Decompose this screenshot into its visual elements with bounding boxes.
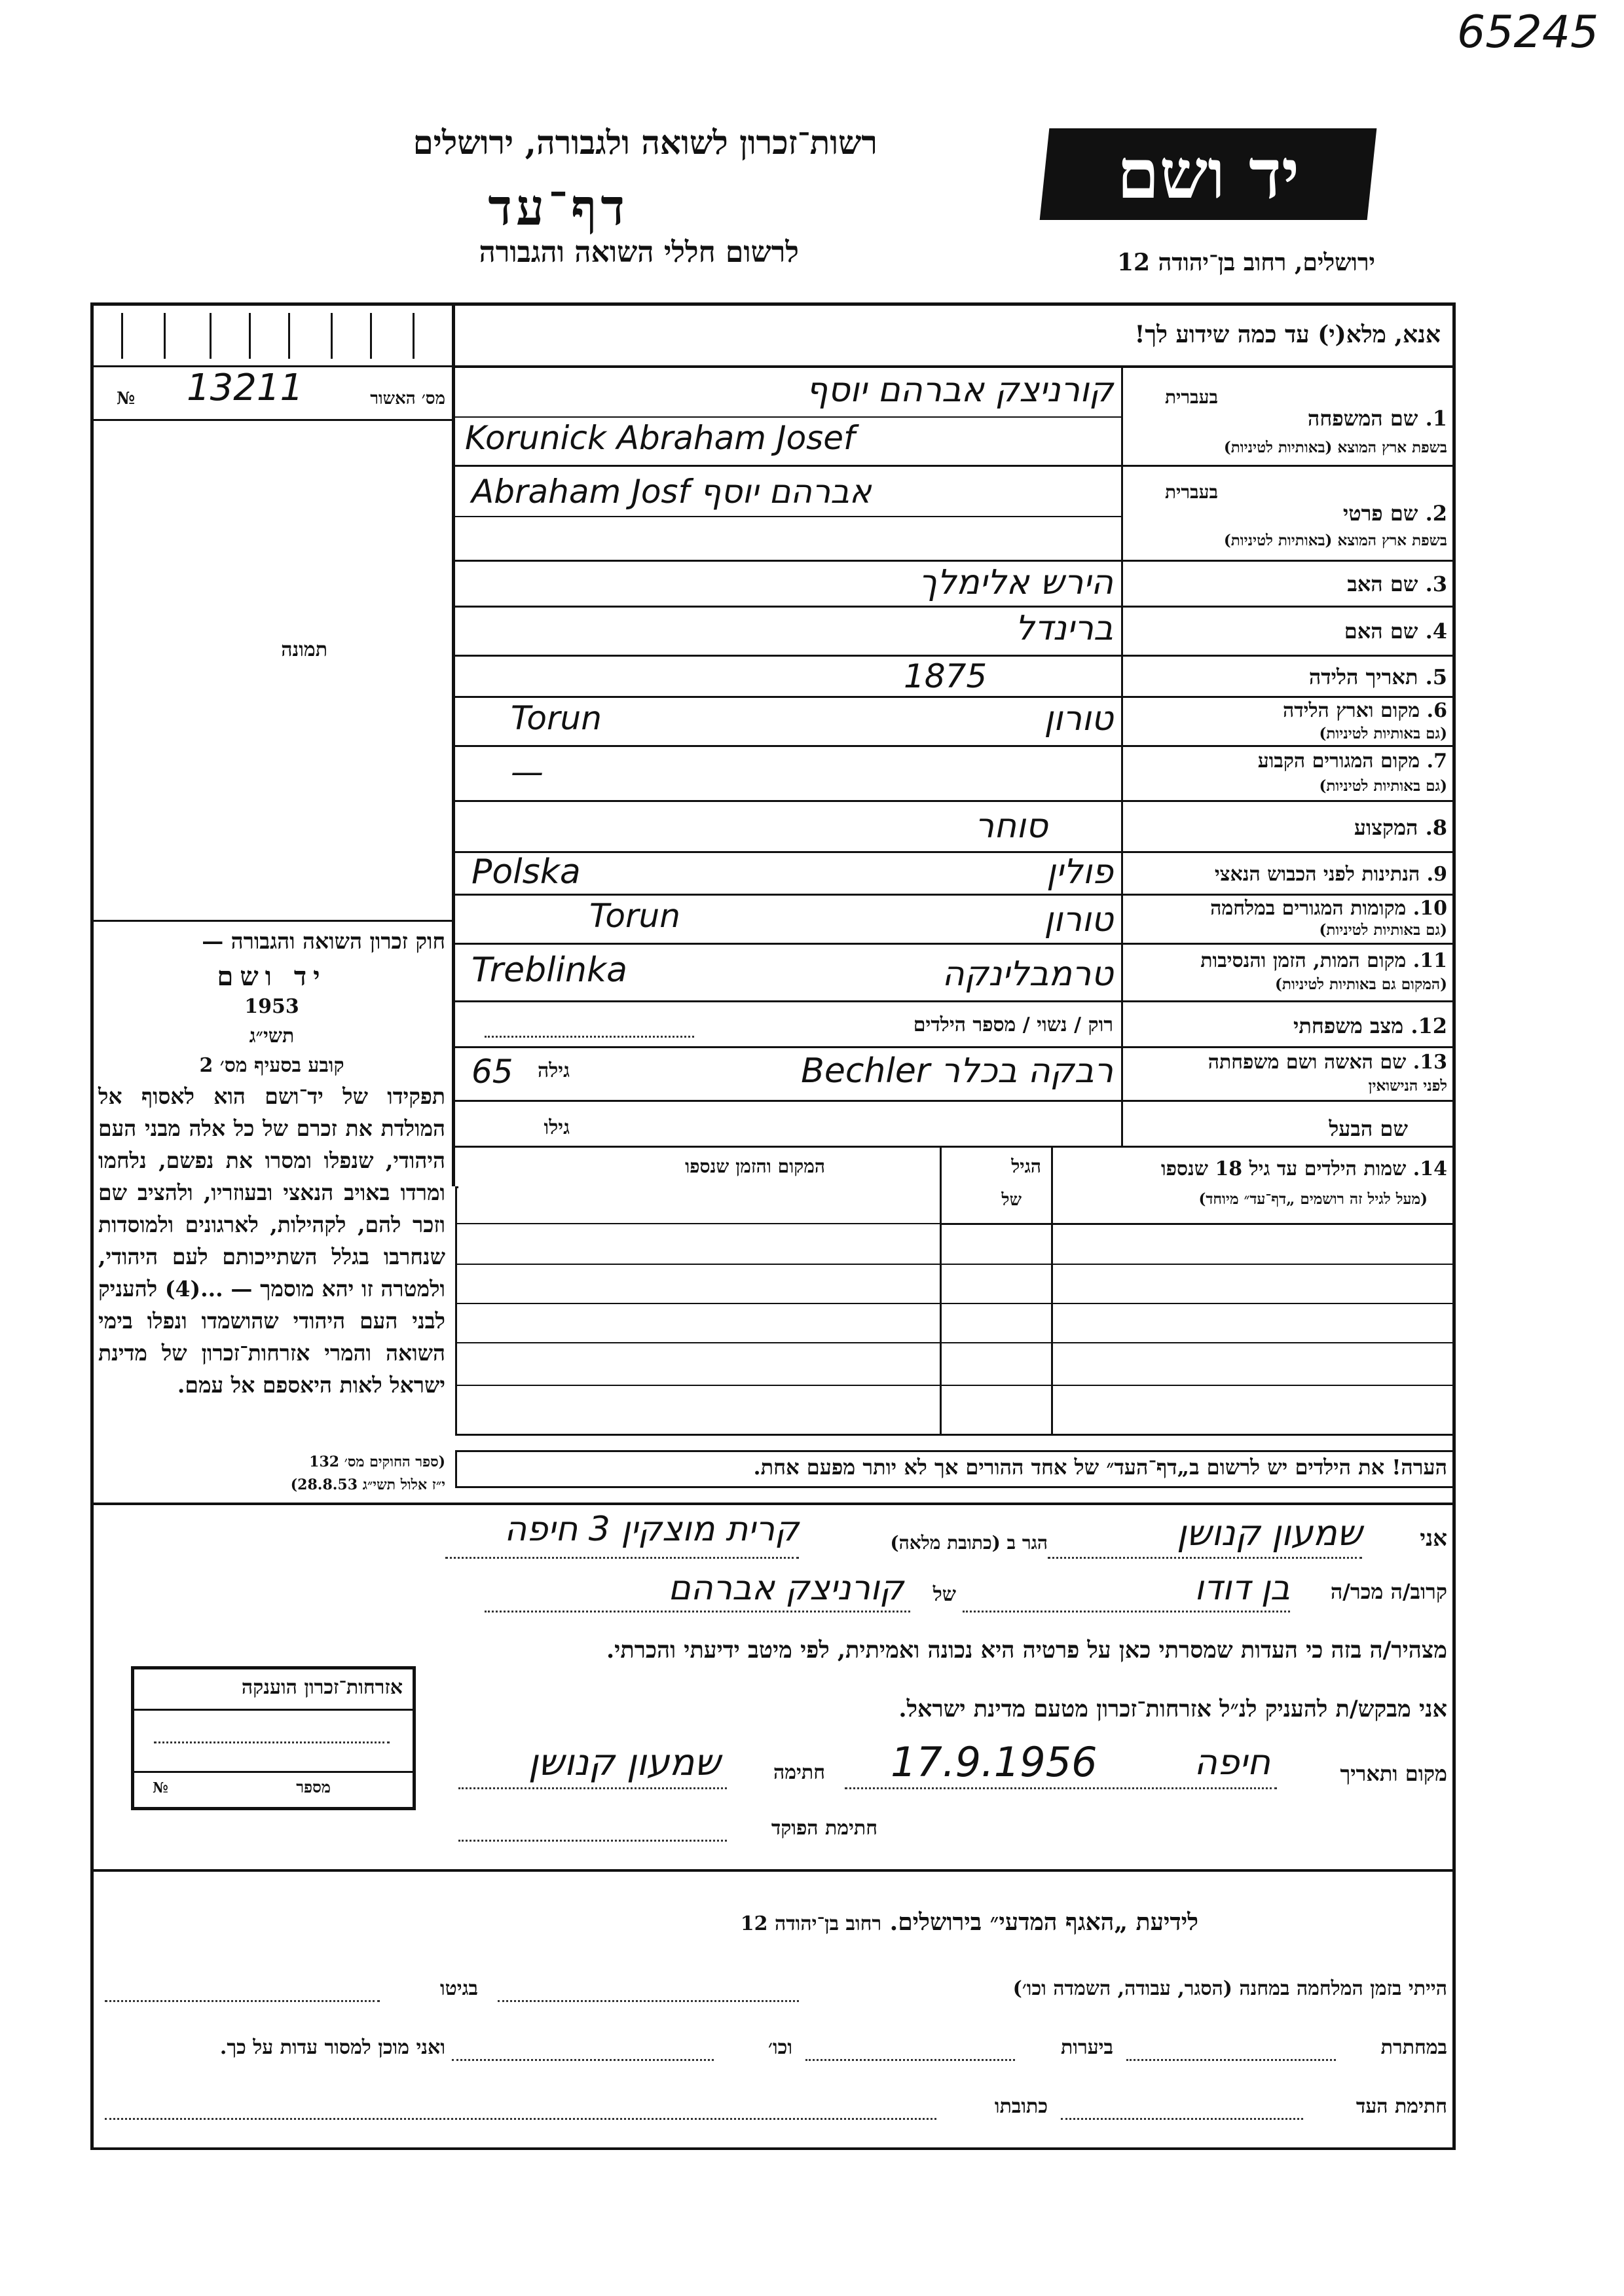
children-col-of: של bbox=[1001, 1190, 1022, 1210]
field-3-value[interactable]: הירש אלימלך bbox=[918, 563, 1113, 602]
citizenship-box bbox=[131, 1666, 416, 1810]
decl-place[interactable]: חיפה bbox=[1194, 1741, 1270, 1783]
field-5-value[interactable]: 1875 bbox=[904, 657, 987, 695]
decl-date[interactable]: 17.9.1956 bbox=[891, 1738, 1098, 1786]
field-2-sub: בשפת ארץ המוצא (באותיות לטיניות) bbox=[1223, 532, 1447, 549]
field-10-label: 10. מקומות המגורים במלחמה bbox=[1210, 897, 1447, 920]
children-sub: (מעל לגיל זה רושמים „דף־עד״ מיוחד) bbox=[1198, 1190, 1428, 1208]
field-13-value[interactable]: רבקה בכלר Bechler bbox=[801, 1051, 1113, 1091]
wife-age-value[interactable]: 65 bbox=[471, 1053, 513, 1091]
field-3-label: 3. שם האב bbox=[1347, 572, 1447, 596]
decl-relation[interactable]: בן דודו bbox=[1194, 1569, 1290, 1608]
field-11-label: 11. מקום המות, הזמן והנסיבות bbox=[1200, 949, 1447, 972]
children-col-age: הגיל bbox=[1011, 1156, 1041, 1177]
children-label: 14. שמות הילדים עד גיל 18 שנספו bbox=[1160, 1157, 1447, 1180]
marital-status-options: רוק / נשוי / מספר הילדים bbox=[913, 1013, 1113, 1036]
declarant-address[interactable]: קרית מוצקין 3 חיפה bbox=[504, 1510, 799, 1549]
law-year-he: תשי״ג bbox=[249, 1025, 295, 1048]
intro-text: אנא, מלא(י) עד כמה שידוע לך! bbox=[1134, 321, 1441, 348]
field-11-value-he[interactable]: טרמבלינקה bbox=[942, 955, 1113, 994]
signature-label: חתימה bbox=[773, 1761, 825, 1784]
footer-underground-label: במחתרת bbox=[1380, 2036, 1447, 2059]
law-title: חוק זכרון השואה והגבורה — bbox=[202, 928, 445, 954]
header-address: ירושלים, רחוב בן־יהודה 12 bbox=[1116, 249, 1375, 276]
place-date-label: מקום ותאריך bbox=[1340, 1761, 1447, 1786]
husband-label: שם הבעל bbox=[1329, 1116, 1408, 1141]
approval-number[interactable]: 13211 bbox=[187, 367, 304, 409]
field-13-sub: לפני הנישואין bbox=[1368, 1077, 1447, 1095]
wife-age-label: גילה bbox=[537, 1059, 570, 1082]
law-clause: קובע בסעיף מס׳ 2 bbox=[199, 1054, 344, 1077]
stamp-number: 65245 bbox=[1457, 7, 1599, 58]
officer-label: חתימת הפוקד bbox=[771, 1817, 877, 1840]
field-8-label: 8. המקצוע bbox=[1354, 815, 1447, 840]
footer-forests-label: ביערות bbox=[1060, 2036, 1113, 2059]
decl-request: אני מבקש/ת להעניק לנ״ל אזרחות־זכרון מטעם מדינת ישראל. bbox=[898, 1696, 1447, 1722]
approval-no-symbol: № bbox=[117, 389, 136, 409]
field-9-value-he[interactable]: פולין bbox=[1046, 852, 1113, 892]
decl-of-name[interactable]: קורניצק אברהם bbox=[668, 1569, 904, 1608]
law-ref-2: י״ז אלול תשי״ג 28.8.53) bbox=[290, 1476, 445, 1493]
decl-relative: קרוב/ה מכר/ה bbox=[1330, 1579, 1447, 1604]
form-subtitle: לרשום חללי השואה והגבורה bbox=[479, 236, 799, 269]
field-9-label: 9. הנתינות לפני הכבוש הנאצי bbox=[1214, 863, 1447, 886]
authority-title: רשות־זכרון לשואה ולגבורה, ירושלים bbox=[413, 123, 877, 162]
field-6-label: 6. מקום וארץ הלידה bbox=[1282, 699, 1447, 722]
hebrew-label-1: בעברית bbox=[1164, 386, 1218, 408]
decl-statement: מצהיר/ה בזה כי העדות שמסרתי כאן על פרטיה היא נכונה ואמיתית, לפי מיטב ידיעתי והכרתי. bbox=[606, 1637, 1447, 1664]
decl-residing: הגר ב (כתובת מלאה) bbox=[890, 1532, 1048, 1554]
field-7-value[interactable]: — bbox=[511, 753, 544, 791]
box-no-symbol: № bbox=[153, 1779, 168, 1796]
field-13-label: 13. שם האשה ושם משפחתה bbox=[1208, 1051, 1447, 1074]
footer-heading: לידיעת „האגף המדעי״ בירושלים. רחוב בן־יהודה 12 bbox=[740, 1908, 1198, 1936]
field-10-value-lat[interactable]: Torun bbox=[589, 897, 680, 935]
logo-text: יד ושם bbox=[1116, 134, 1300, 214]
decl-of: של bbox=[932, 1583, 956, 1606]
footer-ready-text: ואני מוכן למסור עדות על כך. bbox=[219, 2036, 445, 2059]
law-ref-1: (ספר החוקים מס׳ 132 bbox=[309, 1453, 445, 1470]
decl-signature[interactable]: שמעון קנושן bbox=[528, 1741, 720, 1784]
children-col-place: המקום והזמן שנספו bbox=[685, 1156, 825, 1177]
declarant-name[interactable]: שמעון קנושן bbox=[1177, 1512, 1362, 1554]
box-title: אזרחות־זכרון הוענקה bbox=[241, 1676, 403, 1699]
field-2-value[interactable]: Abraham Josf אברהם יוסף bbox=[471, 473, 872, 511]
witness-address-label: כתובתו bbox=[994, 2095, 1048, 2118]
field-12-label: 12. מצב משפחתי bbox=[1293, 1013, 1447, 1038]
field-6-sub: (גם באותיות לטיניות) bbox=[1319, 725, 1447, 742]
photo-label: תמונה bbox=[281, 638, 327, 661]
field-6-value-he[interactable]: טורון bbox=[1044, 699, 1113, 738]
field-4-label: 4. שם האם bbox=[1344, 619, 1447, 644]
footer-camp-label: הייתי בזמן המלחמה במחנה (הסגר, עבודה, השמדה וכו׳) bbox=[1012, 1977, 1447, 2000]
hebrew-label-2: בעברית bbox=[1164, 481, 1218, 503]
field-2-label: 2. שם פרטי bbox=[1342, 501, 1447, 526]
field-7-sub: (גם באותיות לטיניות) bbox=[1319, 777, 1447, 795]
field-1-value-he[interactable]: קורניצק אברהם יוסף bbox=[805, 371, 1113, 410]
field-5-label: 5. תאריך הלידה bbox=[1308, 665, 1447, 689]
law-name: יד ושם bbox=[217, 961, 327, 992]
footer-etc-label: וכו׳ bbox=[768, 2036, 792, 2059]
field-1-value-lat[interactable]: Korunick Abraham Josef bbox=[465, 419, 855, 457]
logo-block bbox=[1040, 128, 1377, 220]
note-text: הערה! את הילדים יש לרשום ב„דף־העד״ של אחד ההורים אך לא יותר מפעם אחת. bbox=[753, 1455, 1447, 1480]
law-text: תפקידו של יד־ושם הוא לאסוף אל המולדת את זכרם של כל אלה מבני העם היהודי, שנפלו ומסרו את נפשם, נלחמו ומרדו באויב הנאצי ובעוזריו, ולהציב שם וזכר להם, לקהילות, לארגונים ולמוסדות שנחרבו בגלל השתייכותם לעם היהודי, ולמטרה זו יהא מוסמך — ...(4) להעניק לבני העם היהודי שהושמדו ונפלו בימי השואה והמרי אזרחות־זכרון של מדינת ישראל לאות היאספם אל עמם. bbox=[98, 1084, 445, 1398]
field-11-value-lat[interactable]: Treblinka bbox=[471, 951, 627, 990]
footer-ghetto-label: בגיטו bbox=[439, 1977, 478, 2000]
approval-label: מס׳ האשור bbox=[370, 389, 445, 409]
decl-i: אני bbox=[1420, 1525, 1447, 1552]
field-1-label: 1. שם המשפחה bbox=[1307, 406, 1447, 431]
field-9-value-lat[interactable]: Polska bbox=[471, 852, 581, 892]
field-7-label: 7. מקום המגורים הקבוע bbox=[1257, 750, 1447, 773]
witness-sig-label: חתימת העד bbox=[1356, 2095, 1447, 2118]
law-year: 1953 bbox=[244, 995, 299, 1018]
field-10-value-he[interactable]: טורון bbox=[1044, 900, 1113, 939]
field-4-value[interactable]: ברינדל bbox=[1015, 609, 1113, 648]
form-title: דף־עד bbox=[488, 178, 629, 236]
field-11-sub: (המקום גם באותיות לטיניות) bbox=[1275, 975, 1447, 993]
box-number-label: מספר bbox=[296, 1777, 331, 1796]
field-6-value-lat[interactable]: Torun bbox=[511, 699, 602, 737]
field-8-value[interactable]: סוחר bbox=[974, 807, 1048, 846]
field-1-sub: בשפת ארץ המוצא (באותיות לטיניות) bbox=[1223, 439, 1447, 456]
field-10-sub: (גם באותיות לטיניות) bbox=[1319, 921, 1447, 939]
husband-age-label: גילו bbox=[544, 1116, 570, 1139]
